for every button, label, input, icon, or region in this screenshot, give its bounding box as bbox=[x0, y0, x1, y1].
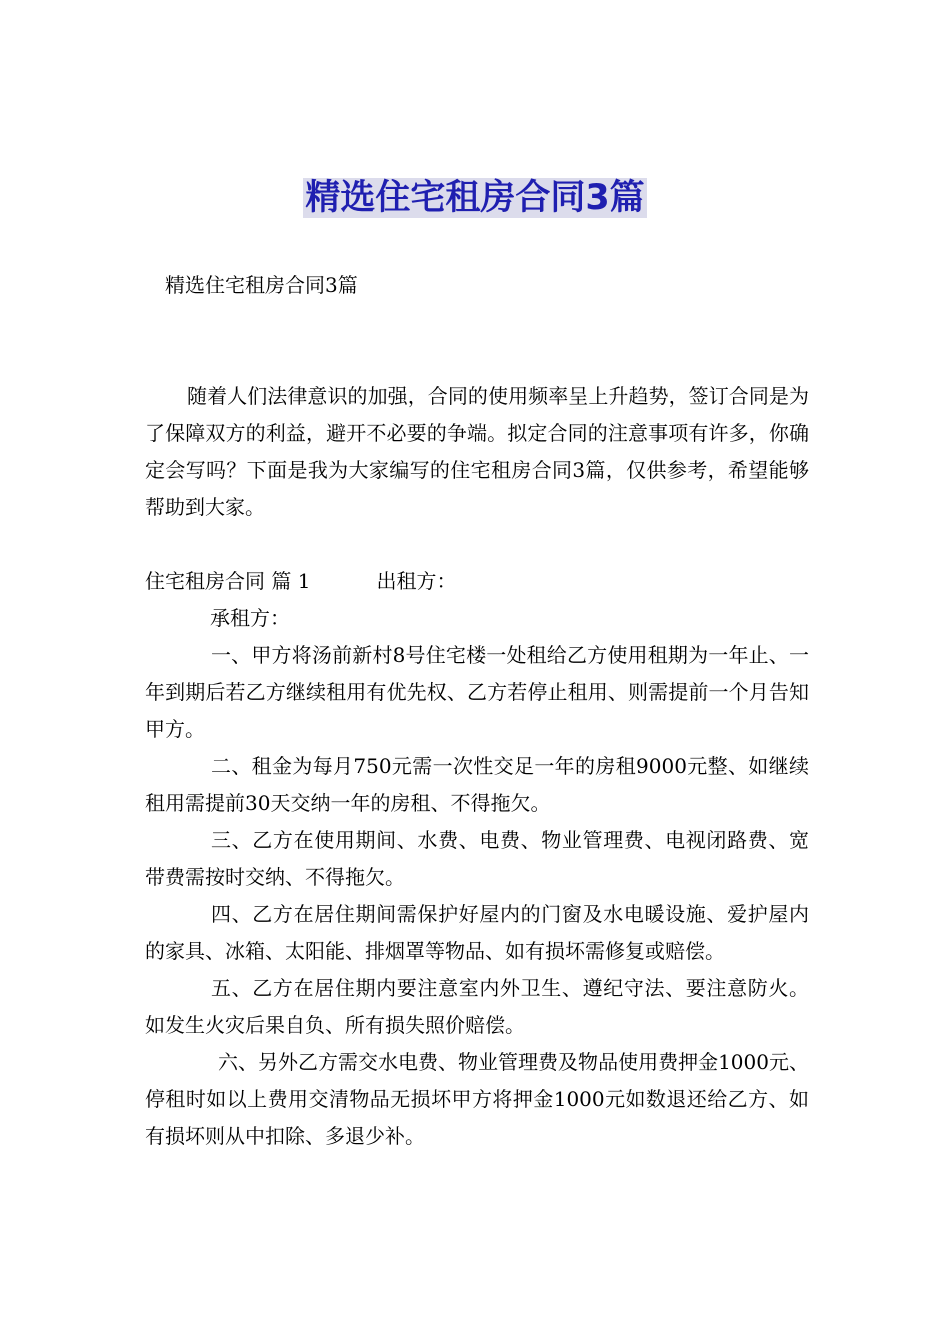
tenant-label: 承租方： bbox=[210, 606, 290, 630]
clause-paragraph: 六、另外乙方需交水电费、物业管理费及物品使用费押金1000元、停租时如以上费用交清物品无损坏甲方将押金1000元如数退还给乙方、如有损坏则从中扣除、多退少补。 bbox=[145, 1050, 809, 1148]
clause-paragraph: 四、乙方在居住期间需保护好屋内的门窗及水电暖设施、爱护屋内的家具、冰箱、太阳能、排烟罩等物品、如有损坏需修复或赔偿。 bbox=[145, 902, 809, 963]
clause-paragraph: 二、租金为每月750元需一次性交足一年的房租9000元整、如继续租用需提前30天交纳一年的房租、不得拖欠。 bbox=[145, 754, 809, 815]
landlord-label: 出租方： bbox=[376, 569, 457, 593]
clause-paragraph: 三、乙方在使用期间、水费、电费、物业管理费、电视闭路费、宽带费需按时交纳、不得拖欠。 bbox=[145, 828, 809, 889]
intro-section bbox=[145, 378, 809, 526]
clause-paragraph: 五、乙方在居住期内要注意室内外卫生、遵纪守法、要注意防火。如发生火灾后果自负、所有损失照价赔偿。 bbox=[145, 976, 809, 1037]
document-title-text: 精选住宅租房合同3篇 bbox=[305, 178, 645, 218]
intro-paragraph: 随着人们法律意识的加强，合同的使用频率呈上升趋势，签订合同是为了保障双方的利益，避开不必要的争端。拟定合同的注意事项有许多，你确定会写吗？下面是我为大家编写的住宅租房合同3篇，仅供参考，希望能够帮助到大家。 bbox=[145, 384, 809, 519]
section-heading bbox=[145, 563, 456, 600]
contract-clauses bbox=[145, 637, 809, 1155]
document-title bbox=[0, 172, 950, 224]
section-title: 住宅租房合同 篇 1 bbox=[145, 569, 311, 593]
document-subtitle: 精选住宅租房合同3篇 bbox=[165, 273, 358, 297]
clause-paragraph: 一、甲方将汤前新村8号住宅楼一处租给乙方使用租期为一年止、一年到期后若乙方继续租用有优先权、乙方若停止租用、则需提前一个月告知甲方。 bbox=[145, 643, 809, 741]
